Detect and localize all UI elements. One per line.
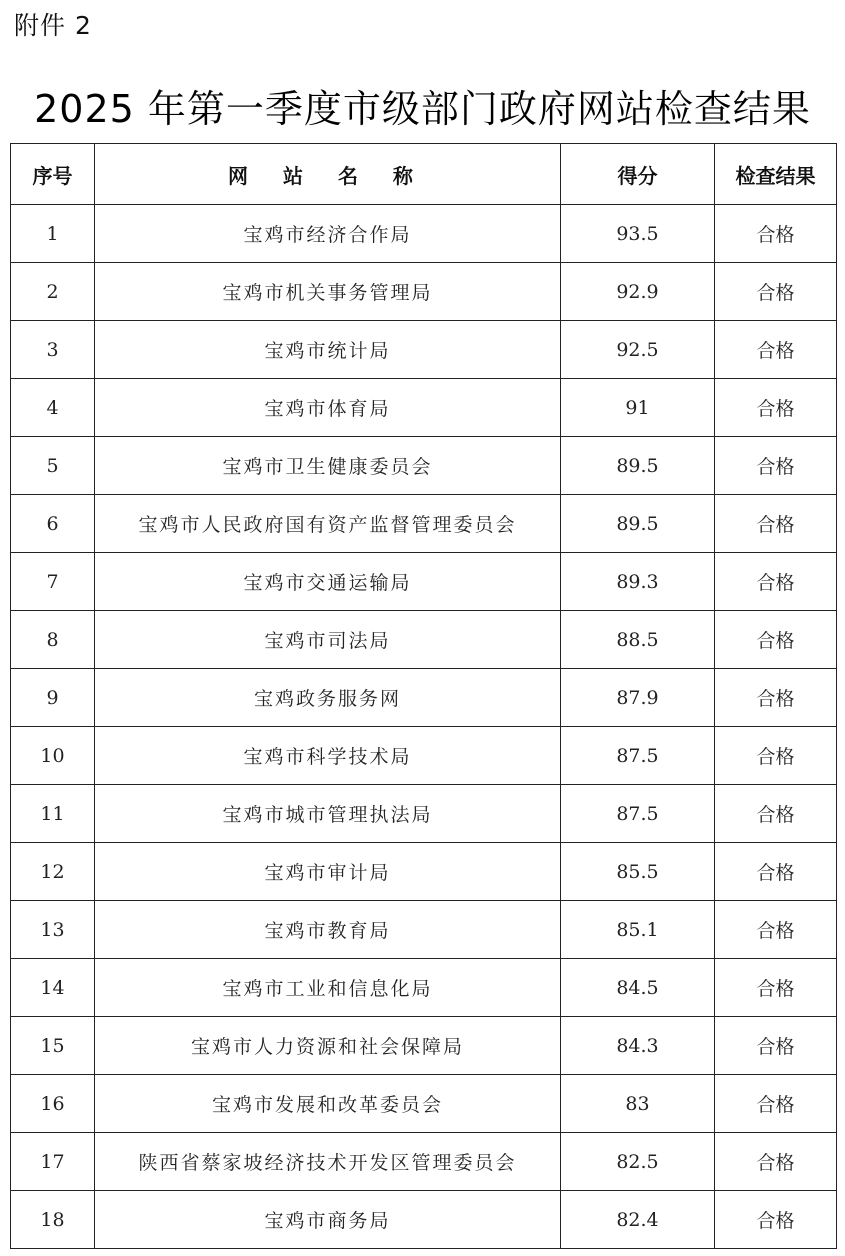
score-cell: 82.5 [561, 1133, 715, 1191]
table-row [11, 785, 837, 843]
row-number-cell: 5 [11, 437, 95, 495]
table-row [11, 1075, 837, 1133]
row-number-cell: 7 [11, 553, 95, 611]
table-row [11, 553, 837, 611]
row-number-cell: 4 [11, 379, 95, 437]
result-cell: 合格 [715, 1075, 837, 1133]
row-number-cell: 18 [11, 1191, 95, 1249]
result-cell: 合格 [715, 321, 837, 379]
score-cell: 89.5 [561, 437, 715, 495]
result-cell: 合格 [715, 785, 837, 843]
table-row [11, 611, 837, 669]
website-name-cell: 宝鸡市科学技术局 [95, 727, 561, 785]
score-cell: 83 [561, 1075, 715, 1133]
result-cell: 合格 [715, 495, 837, 553]
table-row [11, 727, 837, 785]
table-row [11, 1191, 837, 1249]
result-cell: 合格 [715, 669, 837, 727]
website-name-cell: 宝鸡市教育局 [95, 901, 561, 959]
score-cell: 87.5 [561, 785, 715, 843]
result-cell: 合格 [715, 379, 837, 437]
row-number-cell: 3 [11, 321, 95, 379]
header-row [11, 144, 837, 205]
score-cell: 88.5 [561, 611, 715, 669]
score-cell: 93.5 [561, 205, 715, 263]
website-name-cell: 宝鸡市统计局 [95, 321, 561, 379]
column-header-name: 网 站 名 称 [95, 144, 561, 205]
row-number-cell: 1 [11, 205, 95, 263]
column-header-no: 序号 [11, 144, 95, 205]
row-number-cell: 12 [11, 843, 95, 901]
row-number-cell: 15 [11, 1017, 95, 1075]
row-number-cell: 11 [11, 785, 95, 843]
score-cell: 87.5 [561, 727, 715, 785]
result-cell: 合格 [715, 205, 837, 263]
result-cell: 合格 [715, 611, 837, 669]
website-name-cell: 陕西省蔡家坡经济技术开发区管理委员会 [95, 1133, 561, 1191]
column-header-result: 检查结果 [715, 144, 837, 205]
result-cell: 合格 [715, 1133, 837, 1191]
row-number-cell: 14 [11, 959, 95, 1017]
row-number-cell: 17 [11, 1133, 95, 1191]
row-number-cell: 8 [11, 611, 95, 669]
row-number-cell: 13 [11, 901, 95, 959]
attachment-label: 附件 2 [14, 11, 92, 40]
table-row [11, 1133, 837, 1191]
website-name-cell: 宝鸡市城市管理执法局 [95, 785, 561, 843]
website-name-cell: 宝鸡市商务局 [95, 1191, 561, 1249]
page-title: 2025 年第一季度市级部门政府网站检查结果 [34, 87, 811, 131]
website-name-cell: 宝鸡市交通运输局 [95, 553, 561, 611]
table-row [11, 379, 837, 437]
score-cell: 84.5 [561, 959, 715, 1017]
table-row [11, 263, 837, 321]
table-row [11, 843, 837, 901]
website-name-cell: 宝鸡市发展和改革委员会 [95, 1075, 561, 1133]
table-row [11, 437, 837, 495]
result-cell: 合格 [715, 263, 837, 321]
table-row [11, 1017, 837, 1075]
score-cell: 89.3 [561, 553, 715, 611]
table-body [11, 205, 837, 1249]
table-header [11, 144, 837, 205]
website-name-cell: 宝鸡市人民政府国有资产监督管理委员会 [95, 495, 561, 553]
website-name-cell: 宝鸡政务服务网 [95, 669, 561, 727]
score-cell: 92.9 [561, 263, 715, 321]
score-cell: 84.3 [561, 1017, 715, 1075]
row-number-cell: 16 [11, 1075, 95, 1133]
score-cell: 82.4 [561, 1191, 715, 1249]
column-header-score: 得分 [561, 144, 715, 205]
result-cell: 合格 [715, 553, 837, 611]
row-number-cell: 9 [11, 669, 95, 727]
result-cell: 合格 [715, 901, 837, 959]
row-number-cell: 6 [11, 495, 95, 553]
row-number-cell: 10 [11, 727, 95, 785]
score-cell: 85.1 [561, 901, 715, 959]
score-cell: 92.5 [561, 321, 715, 379]
score-cell: 87.9 [561, 669, 715, 727]
result-cell: 合格 [715, 1191, 837, 1249]
score-cell: 89.5 [561, 495, 715, 553]
row-number-cell: 2 [11, 263, 95, 321]
result-cell: 合格 [715, 727, 837, 785]
score-cell: 85.5 [561, 843, 715, 901]
table-row [11, 495, 837, 553]
result-cell: 合格 [715, 959, 837, 1017]
website-name-cell: 宝鸡市卫生健康委员会 [95, 437, 561, 495]
table-row [11, 901, 837, 959]
website-name-cell: 宝鸡市工业和信息化局 [95, 959, 561, 1017]
result-cell: 合格 [715, 843, 837, 901]
website-name-cell: 宝鸡市机关事务管理局 [95, 263, 561, 321]
website-name-cell: 宝鸡市经济合作局 [95, 205, 561, 263]
results-table [10, 143, 837, 1249]
website-name-cell: 宝鸡市审计局 [95, 843, 561, 901]
table-row [11, 205, 837, 263]
score-cell: 91 [561, 379, 715, 437]
website-name-cell: 宝鸡市司法局 [95, 611, 561, 669]
result-cell: 合格 [715, 1017, 837, 1075]
table-row [11, 959, 837, 1017]
table-row [11, 669, 837, 727]
results-table-container [10, 143, 836, 1249]
result-cell: 合格 [715, 437, 837, 495]
table-row [11, 321, 837, 379]
website-name-cell: 宝鸡市人力资源和社会保障局 [95, 1017, 561, 1075]
website-name-cell: 宝鸡市体育局 [95, 379, 561, 437]
